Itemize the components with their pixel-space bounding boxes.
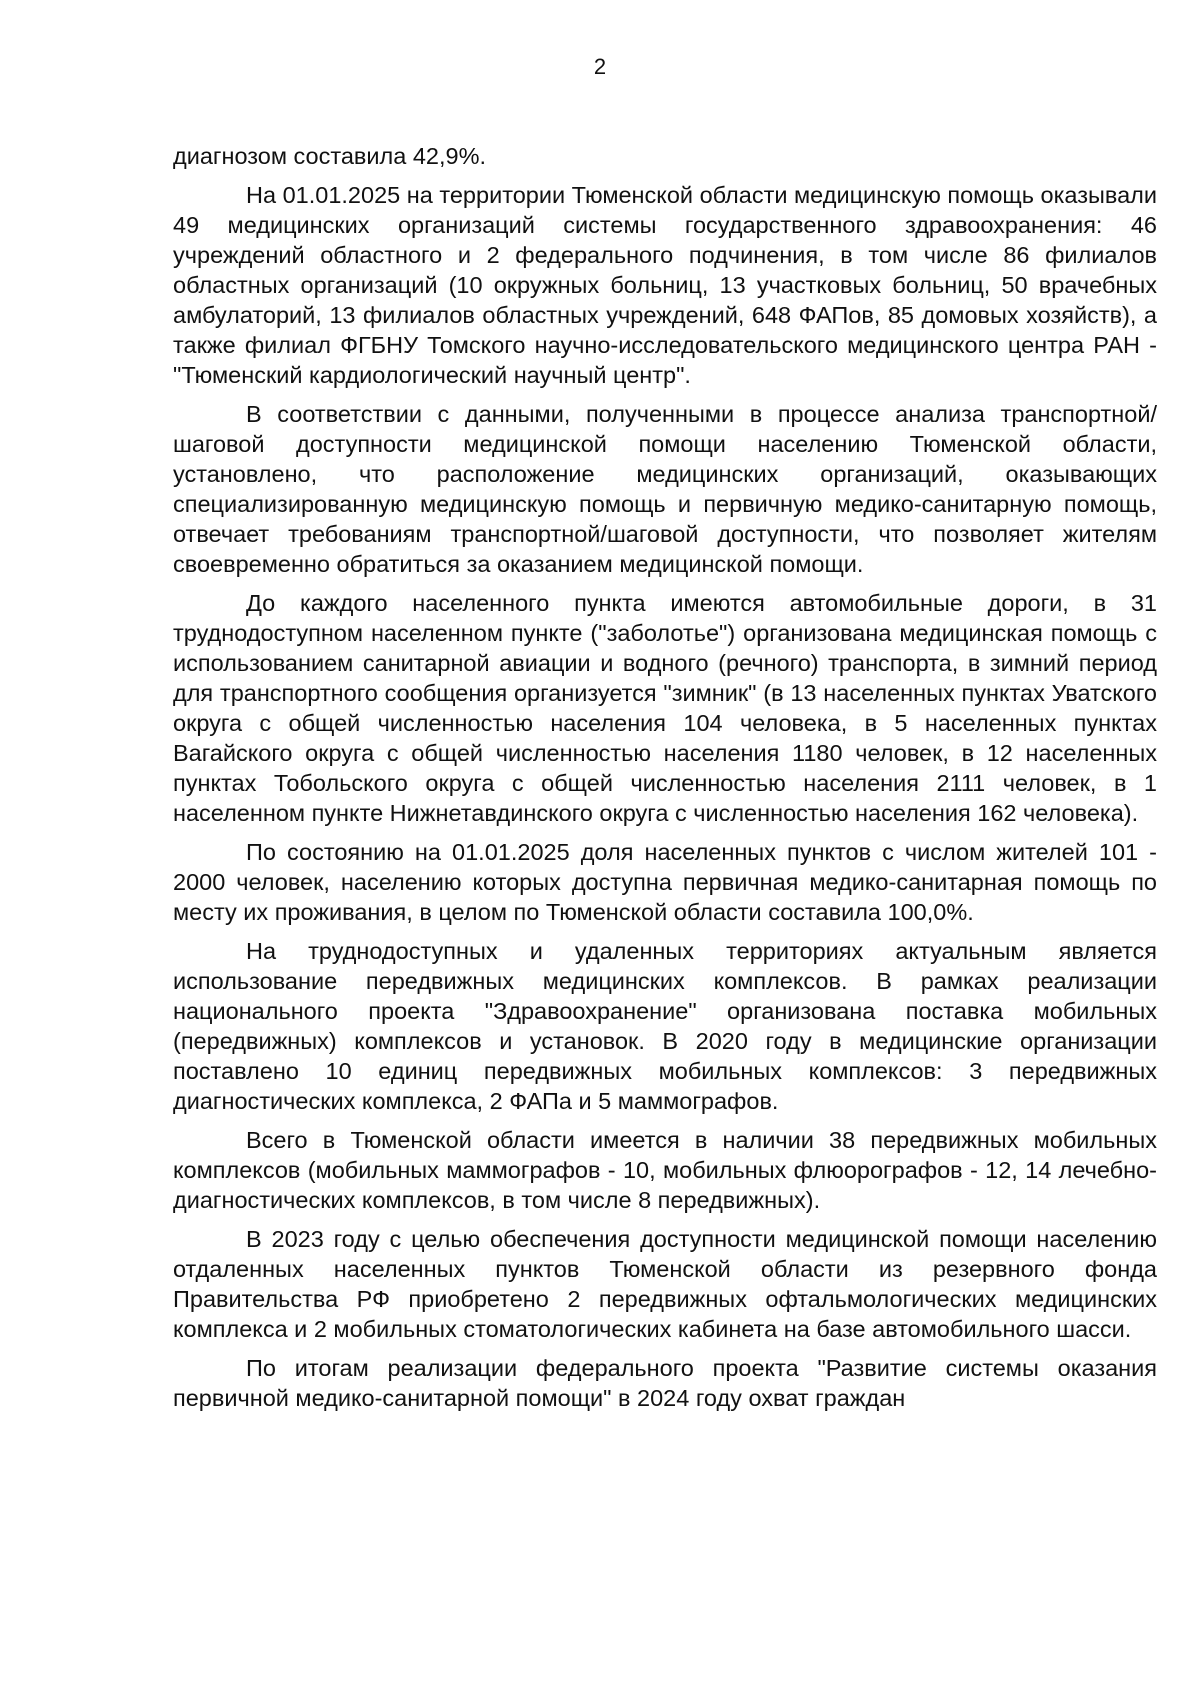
paragraph-roads-and-winter-routes: До каждого населенного пункта имеются автомобильные дороги, в 31 труднодоступном населенном пункте ("заболотье") организована медицинская помощь с использованием санитарной авиации и водного (речного) транспорта, в зимний период для транспортного сообщения организуется "зимник" (в 13 населенных пунктах Уватского округа с общей численностью населения 104 человека, в 5 населенных пунктах Вагайского округа с общей численностью населения 1180 человек, в 12 населенных пунктах Тобольского округа с общей численностью населения 2111 человек, в 1 населенном пункте Нижнетавдинского округа с численностью населения 162 человека). (173, 590, 1157, 826)
document-body (173, 141, 1157, 1422)
paragraph-settlements-share: По состоянию на 01.01.2025 доля населенных пунктов с числом жителей 101 - 2000 человек, населению которых доступна первичная медико-санитарная помощь по месту их проживания, в целом по Тюменской области составила 100,0%. (173, 839, 1157, 925)
page-number: 2 (593, 54, 607, 79)
paragraph-federal-project-results: По итогам реализации федерального проекта "Развитие системы оказания первичной медико-санитарной помощи" в 2024 году охват граждан (173, 1355, 1157, 1411)
paragraph-mobile-complexes-supply: На труднодоступных и удаленных территориях актуальным является использование передвижных медицинских комплексов. В рамках реализации национального проекта "Здравоохранение" организована поставка мобильных (передвижных) комплексов и установок. В 2020 году в медицинские организации поставлено 10 единиц передвижных мобильных комплексов: 3 передвижных диагностических комплекса, 2 ФАПа и 5 маммографов. (173, 938, 1157, 1114)
paragraph-medical-organizations: На 01.01.2025 на территории Тюменской области медицинскую помощь оказывали 49 медицинских организаций системы государственного здравоохранения: 46 учреждений областного и 2 федерального подчинения, в том числе 86 филиалов областных организаций (10 окружных больниц, 13 участковых больниц, 50 врачебных амбулаторий, 13 филиалов областных учреждений, 648 ФАПов, 85 домовых хозяйств), а также филиал ФГБНУ Томского научно-исследовательского медицинского центра РАН - "Тюменский кардиологический научный центр". (173, 182, 1157, 388)
paragraph-reserve-fund-2023: В 2023 году с целью обеспечения доступности медицинской помощи населению отдаленных населенных пунктов Тюменской области из резервного фонда Правительства РФ приобретено 2 передвижных офтальмологических медицинских комплекса и 2 мобильных стоматологических кабинета на базе автомобильного шасси. (173, 1226, 1157, 1342)
paragraph-continuation: диагнозом составила 42,9%. (173, 143, 487, 169)
paragraph-transport-accessibility: В соответствии с данными, полученными в процессе анализа транспортной/шаговой доступности медицинской помощи населению Тюменской области, установлено, что расположение медицинских организаций, оказывающих специализированную медицинскую помощь и первичную медико-санитарную помощь, отвечает требованиям транспортной/шаговой доступности, что позволяет жителям своевременно обратиться за оказанием медицинской помощи. (173, 401, 1157, 577)
paragraph-mobile-complexes-total: Всего в Тюменской области имеется в наличии 38 передвижных мобильных комплексов (мобильных маммографов - 10, мобильных флюорографов - 12, 14 лечебно-диагностических комплексов, в том числе 8 передвижных). (173, 1127, 1157, 1213)
